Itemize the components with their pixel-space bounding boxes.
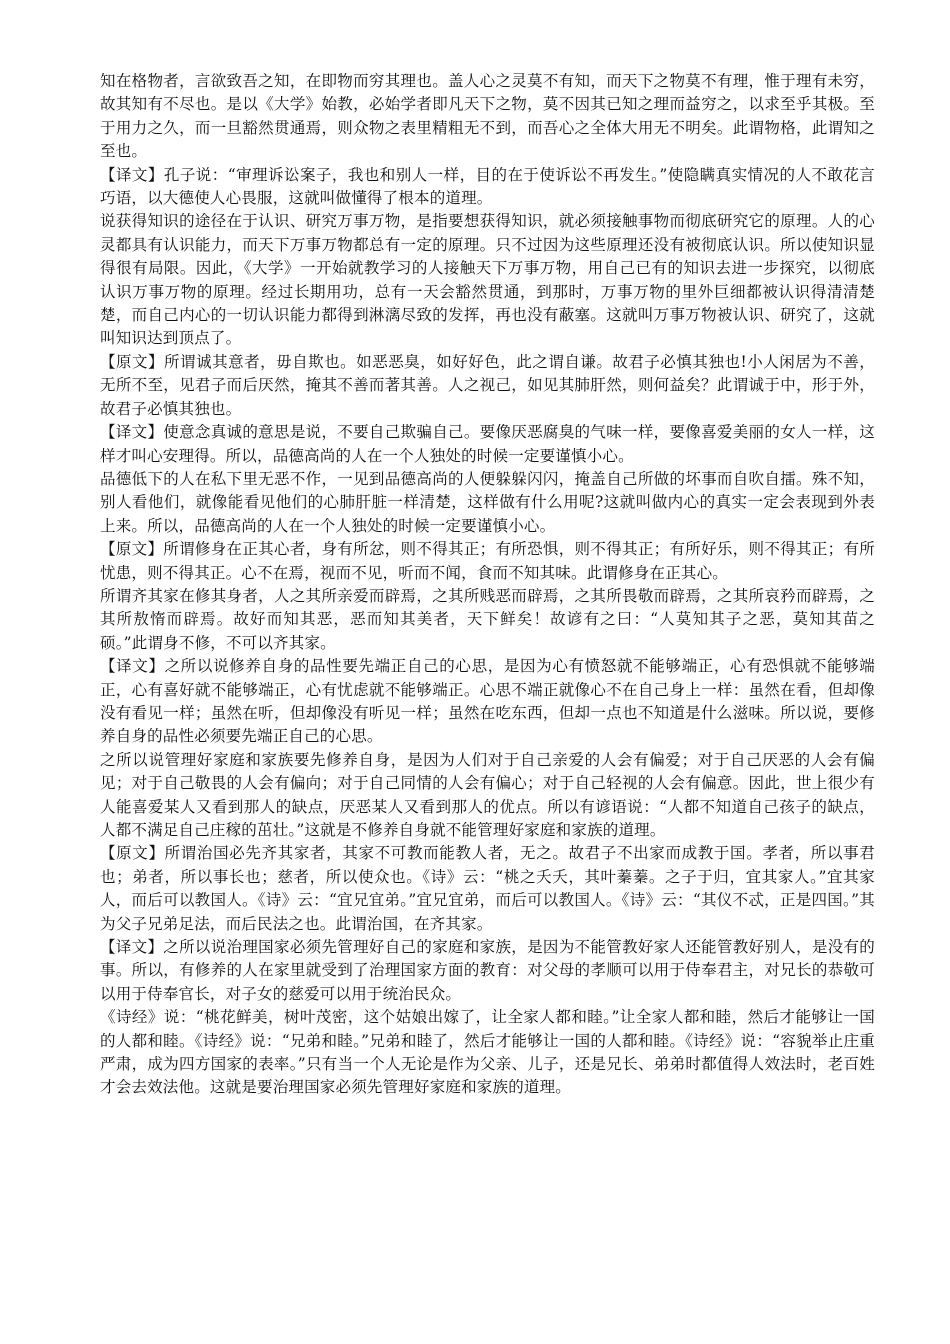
paragraph-translation-chengyi: 【译文】使意念真诚的意思是说，不要自己欺骗自己。要像厌恶腐臭的气味一样，要像喜爱美丽的女人一样，这样才叫心安理得。所以，品德高尚的人在一个人独处的时候一定要谨慎小心。: [100, 423, 875, 465]
paragraph-original-xiushen: 【原文】所谓修身在正其心者，身有所忿，则不得其正；有所恐惧，则不得其正；有所好乐，则不得其正；有所忧患，则不得其正。心不在焉，视而不见，听而不闻，食而不知其味。此谓修身在正其心。: [100, 540, 875, 582]
paragraph-translation-shijing: 《诗经》说：“桃花鲜美，树叶茂密，这个姑娘出嫁了，让全家人都和睦。”让全家人都和睦，然后才能够让一国的人都和睦。《诗经》说：“兄弟和睦。”兄弟和睦了，然后才能够让一国的人都和睦。《诗经》说：“容貌举止庄重严肃，成为四方国家的表率。”只有当一个人无论是作为父亲、儿子，还是兄长、弟弟时都值得人效法时，老百姓才会去效法他。这就是要治理国家必须先管理好家庭和家族的道理。: [100, 1008, 875, 1097]
paragraph-translation-qijia: 之所以说管理好家庭和家族要先修养自身，是因为人们对于自己亲爱的人会有偏爱；对于自己厌恶的人会有偏见；对于自己敬畏的人会有偏向；对于自己同情的人会有偏心；对于自己轻视的人会有偏意。因此，世上很少有人能喜爱某人又看到那人的缺点，厌恶某人又看到那人的优点。所以有谚语说：“人都不知道自己孩子的缺点，人都不满足自己庄稼的茁壮。”这就是不修养自身就不能管理好家庭和家族的道理。: [100, 750, 875, 839]
paragraph-translation-zhiguo: 【译文】之所以说治理国家必须先管理好自己的家庭和家族，是因为不能管教好家人还能管教好别人，是没有的事。所以，有修养的人在家里就受到了治理国家方面的教育：对父母的孝顺可以用于侍奉君主，对兄长的恭敬可以用于侍奉官长，对子女的慈爱可以用于统治民众。: [100, 938, 875, 1003]
paragraph-commentary-gewu: 知在格物者，言欲致吾之知，在即物而穷其理也。盖人心之灵莫不有知，而天下之物莫不有理，惟于理有未穷，故其知有不尽也。是以《大学》始教，必始学者即凡天下之物，莫不因其已知之理而益穷之，以求至乎其极。至于用力之久，而一旦豁然贯通焉，则众物之表里精粗无不到，而吾心之全体大用无不明矣。此谓物格，此谓知之至也。: [100, 72, 875, 161]
paragraph-original-zhiguo: 【原文】所谓治国必先齐其家者，其家不可教而能教人者，无之。故君子不出家而成教于国。孝者，所以事君也；弟者，所以事长也；慈者，所以使众也。《诗》云：“桃之夭夭，其叶蓁蓁。之子于归，宜其家人。”宜其家人，而后可以教国人。《诗》云：“宜兄宜弟。”宜兄宜弟，而后可以教国人。《诗》云：“其仪不忒，正是四国。”其为父子兄弟足法，而后民法之也。此谓治国，在齐其家。: [100, 844, 875, 933]
paragraph-original-chengyi: 【原文】所谓诚其意者，毋自欺也。如恶恶臭，如好好色，此之谓自谦。故君子必慎其独也!小人闲居为不善，无所不至，见君子而后厌然，掩其不善而著其善。人之视己，如见其肺肝然，则何益矣？此谓诚于中，形于外，故君子必慎其独也。: [100, 352, 875, 418]
document-page: [100, 70, 875, 1100]
paragraph-translation-knowledge: 说获得知识的途径在于认识、研究万事万物，是指要想获得知识，就必须接触事物而彻底研究它的原理。人的心灵都具有认识能力，而天下万事万物都总有一定的原理。只不过因为这些原理还没有被彻底认识。所以使知识显得很有局限。因此，《大学》一开始就教学习的人接触天下万事万物，用自己已有的知识去进一步探究，以彻底认识万事万物的原理。经过长期用功，总有一天会豁然贯通，到那时，万事万物的里外巨细都被认识得清清楚楚，而自己内心的一切认识能力都得到淋漓尽致的发挥，再也没有蔽塞。这就叫万事万物被认识、研究了，这就叫知识达到顶点了。: [100, 212, 875, 348]
paragraph-translation-xiushen: 【译文】之所以说修养自身的品性要先端正自己的心思，是因为心有愤怒就不能够端正，心有恐惧就不能够端正，心有喜好就不能够端正，心有忧虑就不能够端正。心思不端正就像心不在自己身上一样：虽然在看，但却像没有看见一样；虽然在听，但却像没有听见一样；虽然在吃东西，但却一点也不知道是什么滋味。所以说，要修养自身的品性必须要先端正自己的心思。: [100, 657, 875, 746]
paragraph-translation-lawsuit: 【译文】孔子说：“审理诉讼案子，我也和别人一样，目的在于使诉讼不再发生。”使隐瞒真实情况的人不敢花言巧语，以大德使人心畏服，这就叫做懂得了根本的道理。: [100, 165, 875, 208]
paragraph-original-qijia: 所谓齐其家在修其身者，人之其所亲爱而辟焉，之其所贱恶而辟焉，之其所畏敬而辟焉，之其所哀矜而辟焉，之其所敖惰而辟焉。故好而知其恶，恶而知其美者，天下鲜矣！故谚有之曰：“人莫知其子之恶，莫知其苗之硕。”此谓身不修，不可以齐其家。: [100, 586, 875, 652]
paragraph-translation-chengyi-cont: 品德低下的人在私下里无恶不作，一见到品德高尚的人便躲躲闪闪，掩盖自己所做的坏事而自吹自擂。殊不知，别人看他们，就像能看见他们的心肺肝脏一样清楚，这样做有什么用呢?这就叫做内心的真实一定会表现到外表上来。所以，品德高尚的人在一个人独处的时候一定要谨慎小心。: [100, 469, 875, 535]
